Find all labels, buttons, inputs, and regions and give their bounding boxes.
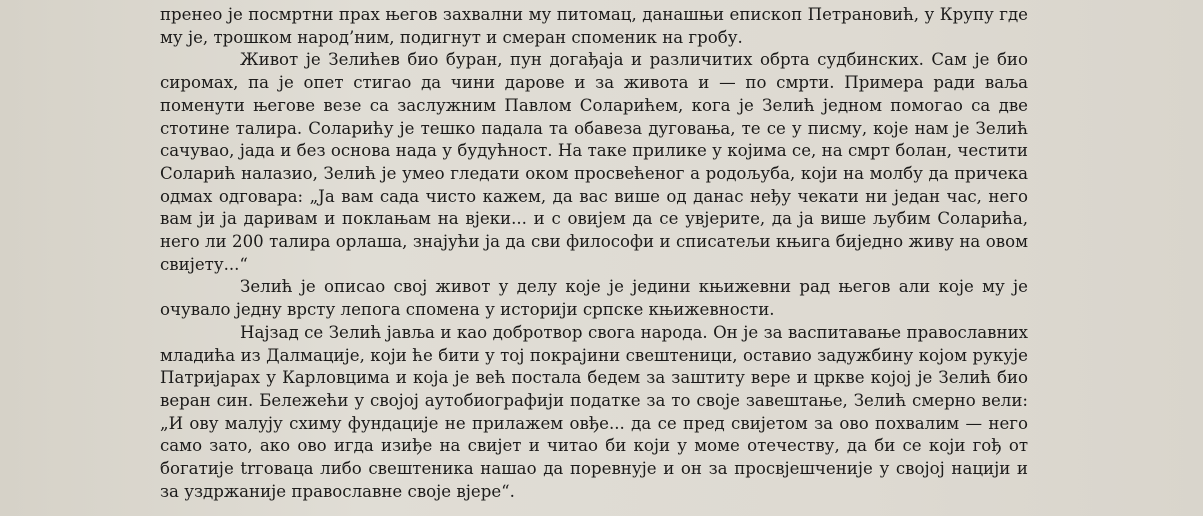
paragraph-zelic-life: Живот је Зелићев био буран, пун догађаја и различитих обрта судбинских. Сам је био сиромах, па је опет стигао да чини дарове и за живота и — по смрти. Примера ради ваља поменути његове везе са заслужним Павлом Соларићем, кога је Зелић једном помогао са две стотине талира. Соларићу је тешко падала та обавеза дуговања, те се у писму, које нам је Зелић сачувао, јада и без основа нада у будућност. На таке прилике у којима се, на смрт болан, честити Соларић налазио, Зелић је умео гледати оком просвећеног а родољуба, који на молбу да причека одмах одговара: „Ја вам сада чисто кажем, да вас више од данас неђу чекати ни један час, него вам ји ја даривам и поклањам на вјеки... и с овијем да се увјерите, да ја више љубим Соларића, него ли 200 талира орлаша, знајући ја да сви философи и списатељи књига биједно живу на овом свијету...“ [160, 50, 1028, 274]
paragraph-continued: пренео је посмртни прах његов захвални му питомац, данашњи епископ Петрановић, у Крупу где му је, трошком народ’ним, подигнут и смеран споменик на гробу. [160, 5, 1028, 47]
paragraph-benefactor: Најзад се Зелић јавља и као добротвор свога народа. Он је за васпитавање православних младића из Далмације, који ће бити у тој покрајини свештеници, оставио задужбину којом рукује Патријарах у Карловцима и која је већ постала бедем за заштиту вере и цркве којој је Зелић био веран син. Бележећи у својој аутобиографији податке за то своје завештање, Зелић смерно вели: „И ову малују схиму фундације не прилажем овђе... да се пред свијетом за ово похвалим — него само зато, ако ово игда изиђе на свијет и читао би који у моме отечеству, да би се који гођ от богатије trговаца либо свештеника нашао да поревнује и он за просвјешченије у својој нацији и за уздржаније православне своје вјере“. [160, 322, 1028, 501]
paragraph-autobiography: Зелић је описао свој живот у делу које је једини књижевни рад његов али које му је очувало једну врсту лепога спомена у историји српске књижевности. [160, 277, 1028, 320]
body-text [160, 4, 1028, 503]
